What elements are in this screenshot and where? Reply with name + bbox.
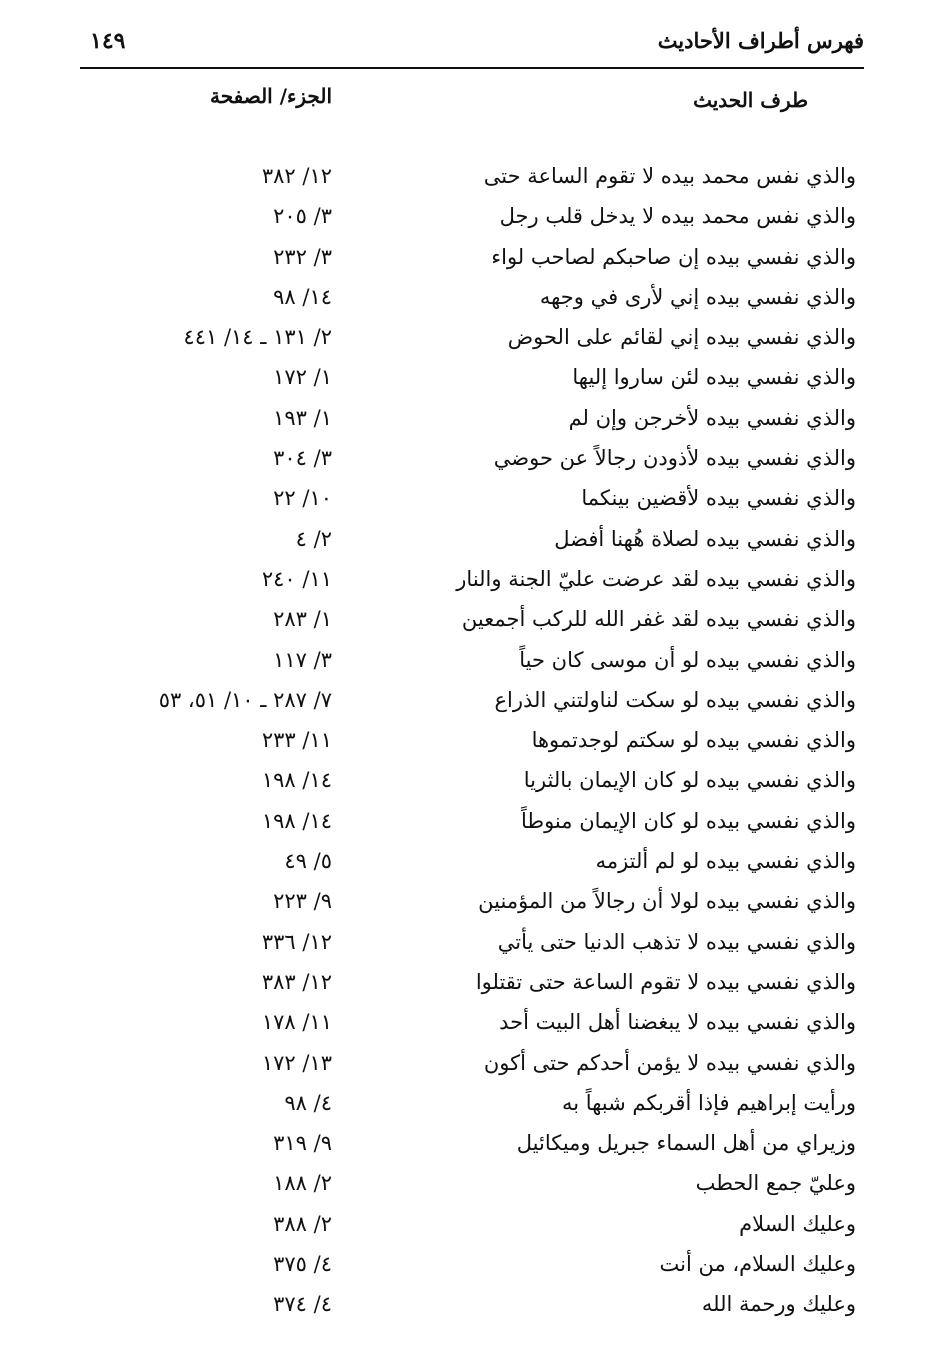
entry-text: والذي نفسي بيده لصلاة هُهنا أفضل [554,526,856,551]
entry-text: والذي نفسي بيده لولا أن رجالاً من المؤمنين [478,889,856,914]
entry-text: والذي نفسي بيده إن صاحبكم لصاحب لواء [491,244,856,269]
index-entry [0,160,948,200]
entry-text: والذي نفسي بيده لو أن موسى كان حياً [519,647,856,672]
index-entry [0,200,948,240]
entry-text: وعليك السلام، من أنت [659,1252,856,1277]
index-entry [0,1248,948,1288]
index-entry [0,241,948,281]
index-entry [0,1047,948,1087]
entry-text: والذي نفسي بيده لا تذهب الدنيا حتى يأتي [497,929,856,954]
index-entry [0,966,948,1006]
entry-text: وعليّ جمع الحطب [695,1171,856,1196]
index-entry [0,1006,948,1046]
entry-text: والذي نفس محمد بيده لا تقوم الساعة حتى [483,164,856,188]
index-entry [0,281,948,321]
entry-reference: ٣/ ٢٠٥ [273,204,332,229]
entry-text: والذي نفسي بيده لو كان الإيمان بالثريا [523,768,856,793]
entry-reference: ٣/ ٣٠٤ [273,446,332,471]
index-entry [0,684,948,724]
entry-reference: ٢/ ١٣١ ـ ١٤/ ٤٤١ [183,325,332,350]
entry-text: والذي نفس محمد بيده لا يدخل قلب رجل [499,204,856,229]
entry-text: والذي نفسي بيده لأذودن رجالاً عن حوضي [493,446,856,471]
index-entry [0,482,948,522]
entry-reference: ٤/ ٩٨ [284,1090,332,1115]
column-heading-hadith: طرف الحديث [693,88,808,112]
header-rule [80,67,864,69]
entry-reference: ١١/ ١٧٨ [261,1010,332,1035]
index-entry [0,563,948,603]
index-entry [0,523,948,563]
entry-text: والذي نفسي بيده لقد غفر الله للركب أجمعين [461,607,856,632]
entry-reference: ٩/ ٢٢٣ [273,889,332,914]
entry-reference: ١٤/ ١٩٨ [261,768,332,793]
running-head [80,28,864,62]
entry-reference: ١٢/ ٣٨٣ [261,969,332,994]
entry-reference: ٢/ ٤ [295,526,332,551]
entry-text: وعليك السلام [739,1211,856,1236]
entry-text: والذي نفسي بيده لا تقوم الساعة حتى تقتلوا [475,969,856,994]
entry-reference: ٤/ ٣٧٥ [273,1252,332,1277]
entry-reference: ١١/ ٢٤٠ [261,566,332,591]
entry-reference: ١/ ٢٨٣ [273,607,332,632]
index-entry [0,724,948,764]
entry-text: والذي نفسي بيده إني لقائم على الحوض [507,325,856,350]
entry-reference: ٧/ ٢٨٧ ـ ١٠/ ٥١، ٥٣ [158,687,332,712]
index-entry [0,926,948,966]
entry-reference: ٤/ ٣٧٤ [273,1292,332,1317]
entry-text: ورأيت إبراهيم فإذا أقربكم شبهاً به [561,1090,856,1115]
entry-reference: ٩/ ٣١٩ [273,1131,332,1156]
index-entry [0,764,948,804]
entry-reference: ١٣/ ١٧٢ [261,1050,332,1075]
index-entries [0,160,948,1329]
entry-reference: ٢/ ١٨٨ [273,1171,332,1196]
index-entry [0,1208,948,1248]
index-entry [0,321,948,361]
entry-text: والذي نفسي بيده لو كان الإيمان منوطاً [520,808,856,833]
entry-reference: ١٤/ ١٩٨ [261,808,332,833]
index-entry [0,885,948,925]
entry-reference: ١/ ١٩٣ [273,405,332,430]
entry-text: والذي نفسي بيده لأقضين بينكما [581,486,856,511]
entry-text: والذي نفسي بيده لو لم ألتزمه [595,849,856,874]
entry-reference: ١/ ١٧٢ [273,365,332,390]
entry-text: والذي نفسي بيده لا يؤمن أحدكم حتى أكون [483,1050,856,1075]
index-entry [0,402,948,442]
column-headings [0,84,948,120]
entry-text: والذي نفسي بيده لا يبغضنا أهل البيت أحد [499,1010,856,1035]
index-entry [0,1127,948,1167]
entry-reference: ٥/ ٤٩ [284,849,332,874]
entry-reference: ٣/ ١١٧ [273,647,332,672]
entry-text: والذي نفسي بيده لأخرجن وإن لم [568,405,856,430]
column-heading-reference: الجزء/ الصفحة [209,84,332,108]
index-entry [0,603,948,643]
entry-reference: ٢/ ٣٨٨ [273,1211,332,1236]
entry-reference: ١٤/ ٩٨ [273,284,332,309]
entry-text: والذي نفسي بيده إني لأرى في وجهه [539,284,856,309]
entry-text: وعليك ورحمة الله [701,1292,856,1317]
index-entry [0,1288,948,1328]
entry-reference: ١١/ ٢٣٣ [261,728,332,753]
entry-text: وزيراي من أهل السماء جبريل وميكائيل [516,1131,856,1156]
entry-reference: ١٠/ ٢٢ [273,486,332,511]
entry-text: والذي نفسي بيده لئن ساروا إليها [572,365,856,390]
index-entry [0,442,948,482]
entry-text: والذي نفسي بيده لقد عرضت عليّ الجنة والنار [456,566,856,591]
entry-reference: ١٢/ ٣٨٢ [261,164,332,188]
running-title: فهرس أطراف الأحاديث [657,28,864,53]
entry-reference: ١٢/ ٣٣٦ [261,929,332,954]
entry-text: والذي نفسي بيده لو سكتم لوجدتموها [531,728,856,753]
index-entry [0,845,948,885]
page-number: ١٤٩ [90,28,126,54]
index-entry [0,805,948,845]
index-entry [0,361,948,401]
index-entry [0,1167,948,1207]
index-entry [0,644,948,684]
entry-reference: ٣/ ٢٣٢ [273,244,332,269]
entry-text: والذي نفسي بيده لو سكت لناولتني الذراع [494,687,856,712]
index-entry [0,1087,948,1127]
